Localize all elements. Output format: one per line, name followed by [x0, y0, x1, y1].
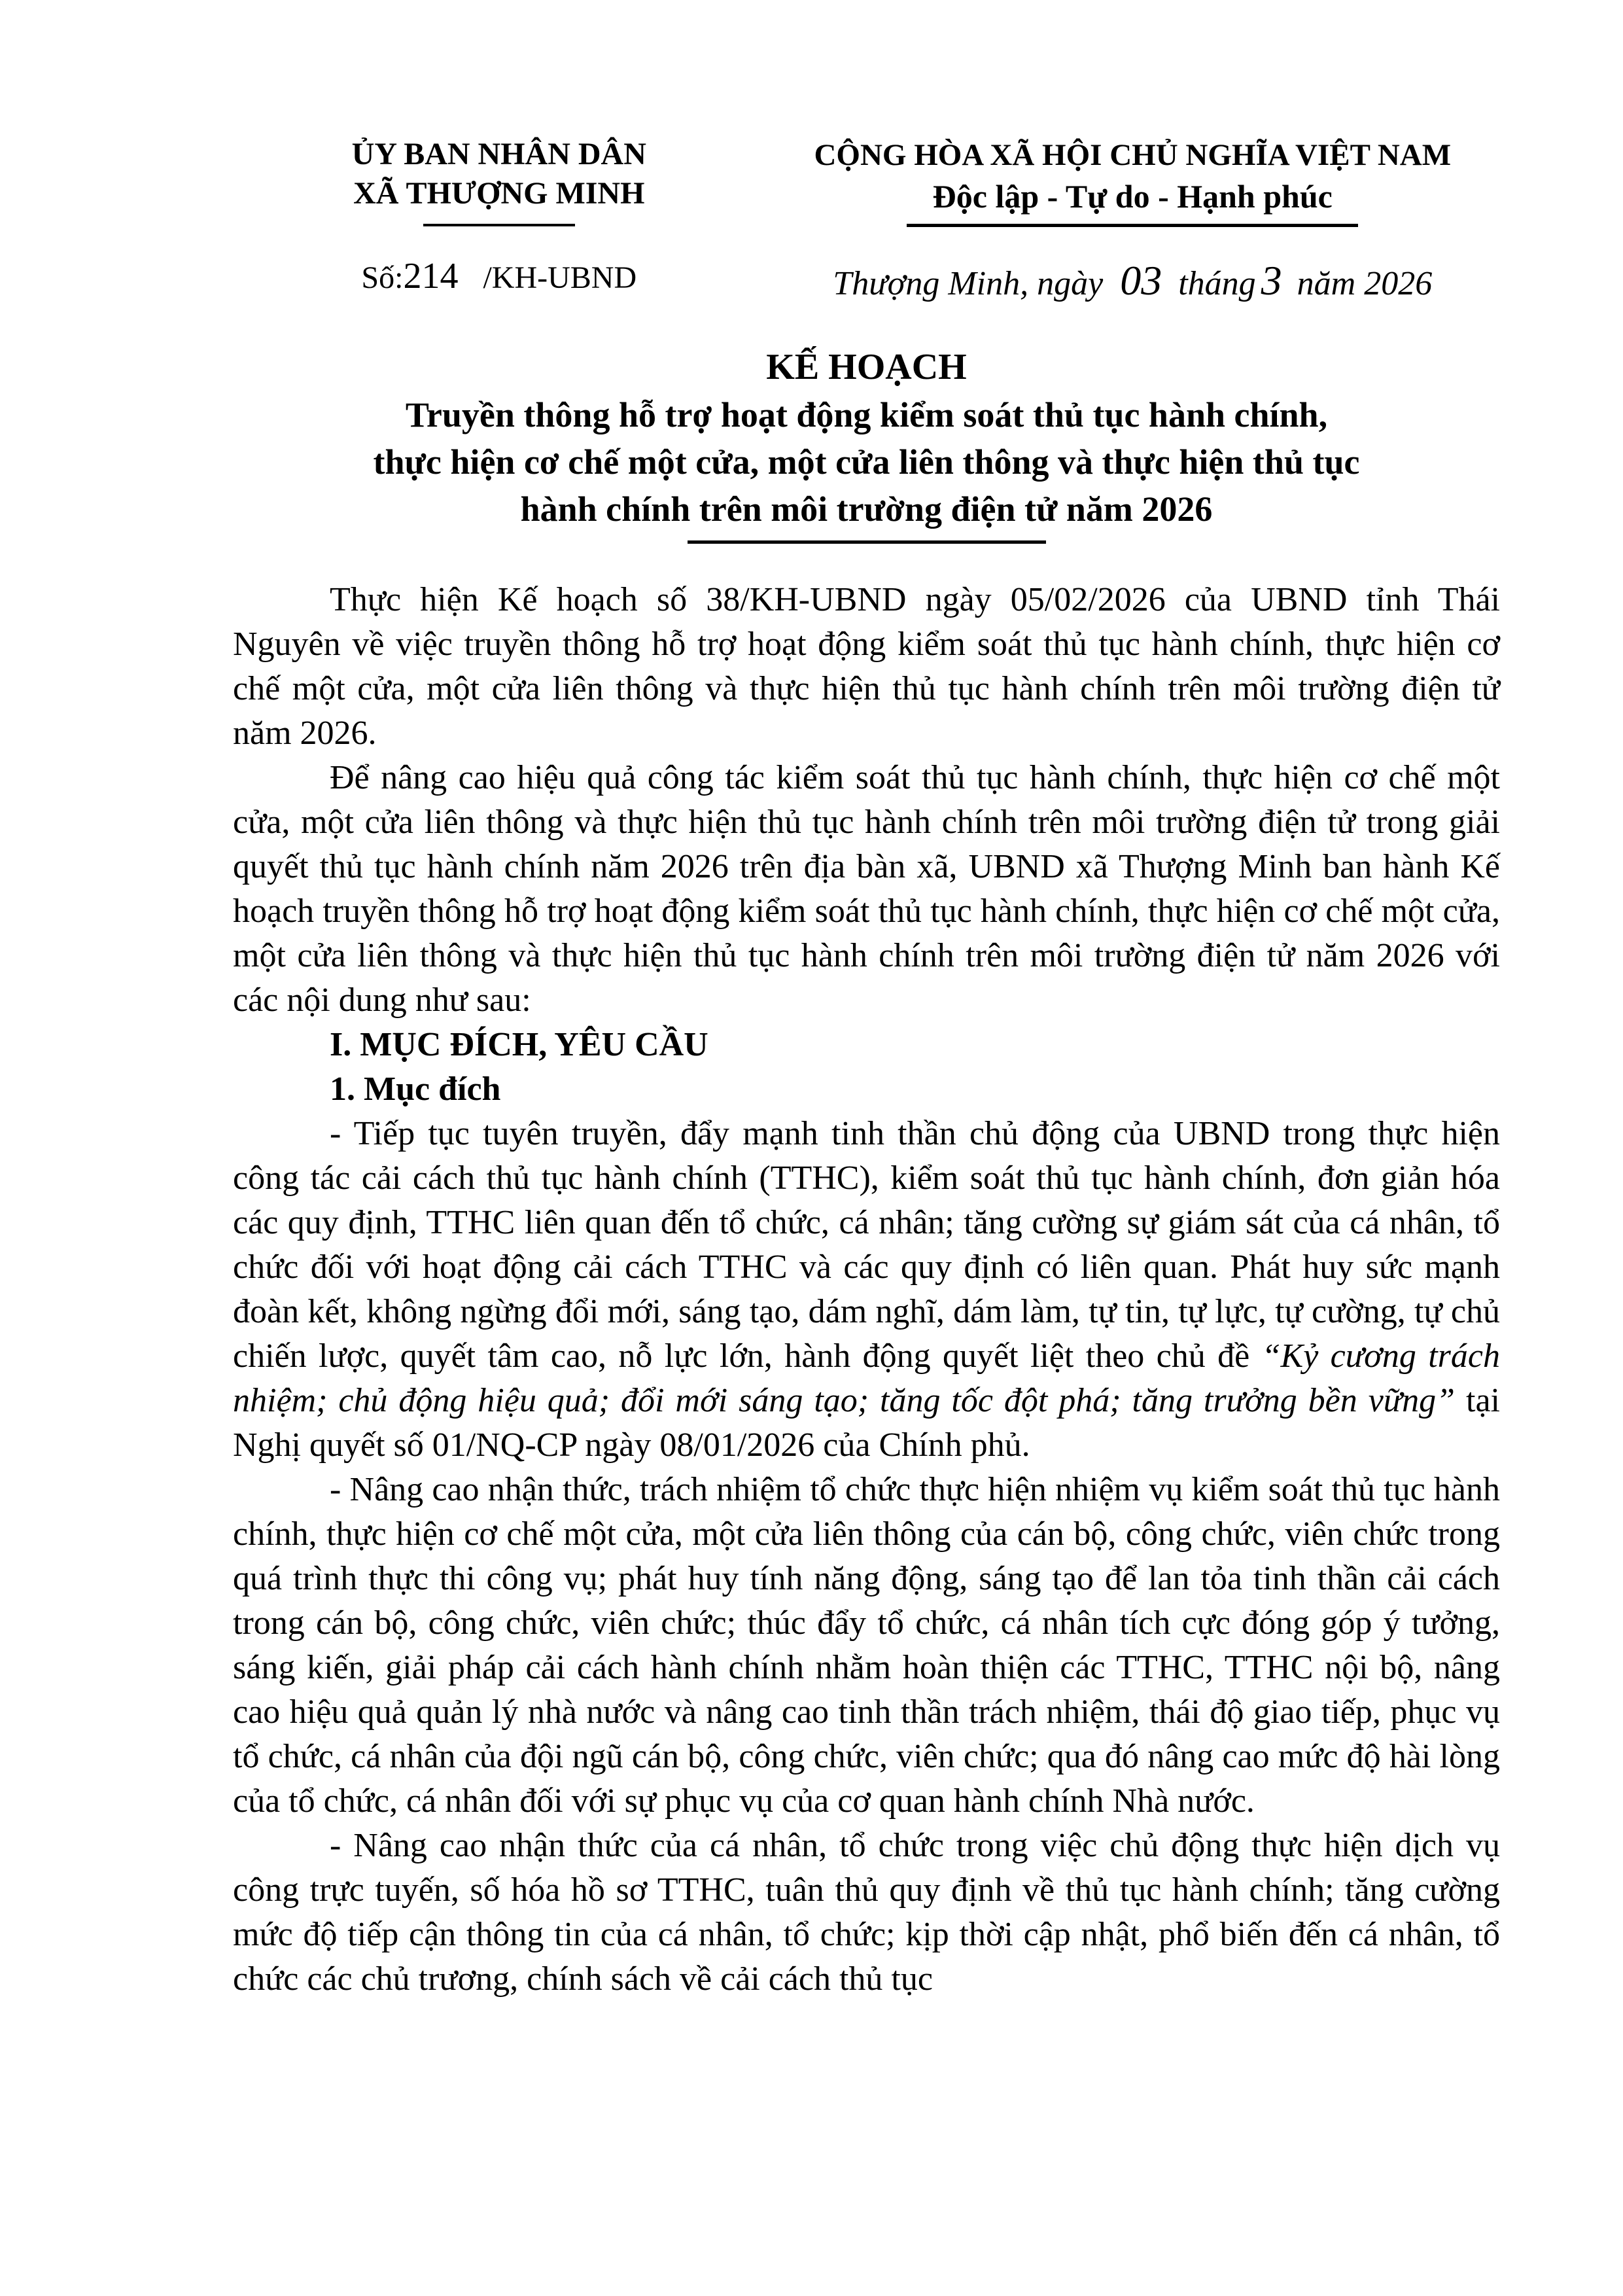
document-type-heading: KẾ HOẠCH: [766, 347, 967, 387]
motto-underline: [907, 224, 1358, 227]
paragraph-basis-2: Để nâng cao hiệu quả công tác kiểm soát thủ tục hành chính, thực hiện cơ chế một cửa, một cửa liên thông và thực hiện thủ tục hành chính trên môi trường điện tử trong giải quyết thủ tục hành chính năm 2026 trên địa bàn xã, UBND xã Thượng Minh ban hành Kế hoạch truyền thông hỗ trợ hoạt động kiểm soát thủ tục hành chính, thực hiện cơ chế một cửa, một cửa liên thông và thực hiện thủ tục hành chính trên môi trường điện tử năm 2026 với các nội dung như sau:: [233, 759, 1500, 1019]
document-title-line-2: thực hiện cơ chế một cửa, một cửa liên thông và thực hiện thủ tục: [373, 442, 1360, 482]
paragraph-purpose-2: - Nâng cao nhận thức, trách nhiệm tổ chức thực hiện nhiệm vụ kiểm soát thủ tục hành chính, thực hiện cơ chế một cửa, một cửa liên thông của cán bộ, công chức, viên chức trong quá trình thực thi công vụ; phát huy tính năng động, sáng tạo để lan tỏa tinh thần cải cách trong cán bộ, công chức, viên chức; thúc đẩy tổ chức, cá nhân tích cực đóng góp ý tưởng, sáng kiến, giải pháp cải cách hành chính nhằm hoàn thiện các TTHC, TTHC nội bộ, nâng cao hiệu quả quản lý nhà nước và nâng cao tinh thần trách nhiệm, thái độ giao tiếp, phục vụ tổ chức, cá nhân của đội ngũ cán bộ, công chức, viên chức; qua đó nâng cao mức độ hài lòng của tổ chức, cá nhân đối với sự phục vụ của cơ quan hành chính Nhà nước.: [233, 1471, 1500, 1820]
dateline-month-label: tháng: [1178, 265, 1256, 302]
paragraph-basis-1: Thực hiện Kế hoạch số 38/KH-UBND ngày 05/02/2026 của UBND tỉnh Thái Nguyên về việc truyền thông hỗ trợ hoạt động kiểm soát thủ tục hành chính, thực hiện cơ chế một cửa, một cửa liên thông và thực hiện thủ tục hành chính trên môi trường điện tử năm 2026.: [233, 581, 1500, 752]
document-body: [233, 578, 1500, 2002]
document-number-prefix: Số:: [361, 260, 404, 295]
document-number: [233, 256, 765, 298]
section-heading-purpose-requirements: I. MỤC ĐÍCH, YÊU CẦU: [330, 1026, 708, 1063]
org-underline: [423, 224, 575, 226]
national-title: CỘNG HÒA XÃ HỘI CHỦ NGHĨA VIỆT NAM: [814, 138, 1452, 172]
dateline-day: 03: [1120, 257, 1162, 304]
paragraph-purpose-1: [233, 1112, 1500, 1468]
issuing-authority-name: XÃ THƯỢNG MINH: [353, 176, 645, 211]
place-and-date-line: [765, 257, 1500, 308]
issuing-authority-parent: ỦY BAN NHÂN DÂN: [351, 137, 646, 171]
national-motto: Độc lập - Tự do - Hạnh phúc: [932, 178, 1333, 215]
issuing-authority-block: [233, 135, 765, 298]
dateline-year-label: năm: [1297, 265, 1356, 302]
document-header: [233, 135, 1500, 308]
national-header-block: [765, 135, 1500, 308]
paragraph-purpose-1-text: - Tiếp tục tuyên truyền, đẩy mạnh tinh thần chủ động của UBND trong thực hiện công tác cải cách thủ tục hành chính (TTHC), kiểm soát thủ tục hành chính, đơn giản hóa các quy định, TTHC liên quan đến tổ chức, cá nhân; tăng cường sự giám sát của cá nhân, tổ chức đối với hoạt động cải cách TTHC và các quy định có liên quan. Phát huy sức mạnh đoàn kết, không ngừng đổi mới, sáng tạo, dám nghĩ, dám làm, tự tin, tự lực, tự cường, tự chủ chiến lược, quyết tâm cao, nỗ lực lớn, hành động quyết liệt theo chủ đề: [233, 1115, 1500, 1375]
subsection-heading-purpose: 1. Mục đích: [330, 1070, 501, 1108]
document-number-value: 214: [403, 256, 459, 296]
dateline-month: 3: [1261, 257, 1282, 304]
dateline-year: 2026: [1364, 265, 1433, 302]
document-title-line-3: hành chính trên môi trường điện tử năm 2026: [520, 489, 1213, 529]
paragraph-purpose-1-quote: “Kỷ cương trách nhiệm; chủ động hiệu quả; đổi mới sáng tạo; tăng tốc đột phá; tăng trưởng bền vững”: [233, 1337, 1500, 1419]
paragraph-purpose-1-tail: tại Nghị quyết số 01/NQ-CP ngày 08/01/2026 của Chính phủ.: [233, 1382, 1500, 1464]
document-number-suffix: /KH-UBND: [483, 260, 637, 295]
title-underline: [688, 540, 1046, 544]
document-title-block: [233, 343, 1500, 544]
paragraph-purpose-3: - Nâng cao nhận thức của cá nhân, tổ chức trong việc chủ động thực hiện dịch vụ công trực tuyến, số hóa hồ sơ TTHC, tuân thủ quy định về thủ tục hành chính; tăng cường mức độ tiếp cận thông tin của cá nhân, tổ chức; kịp thời cập nhật, phổ biến đến cá nhân, tổ chức các chủ trương, chính sách về cải cách thủ tục: [233, 1827, 1500, 1998]
document-title-line-1: Truyền thông hỗ trợ hoạt động kiểm soát thủ tục hành chính,: [405, 395, 1328, 434]
dateline-place-prefix: Thượng Minh, ngày: [833, 265, 1104, 302]
